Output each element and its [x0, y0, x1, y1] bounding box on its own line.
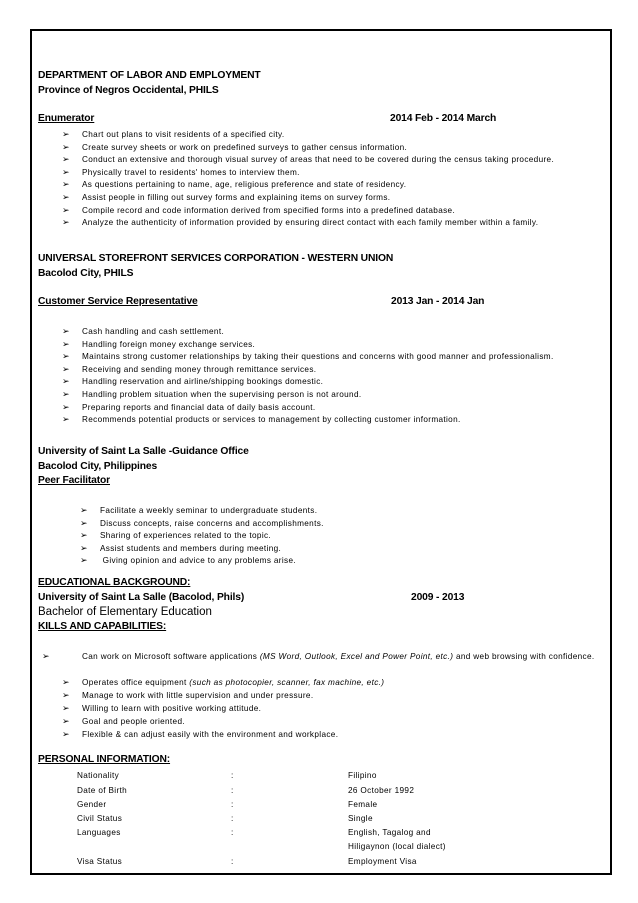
- bullet-text: Create survey sheets or work on predefined surveys to gather census information.: [82, 142, 408, 152]
- skill-item: [62, 703, 261, 714]
- personal-heading: PERSONAL INFORMATION:: [38, 754, 171, 765]
- arrow-bullet-icon: ➢: [62, 376, 70, 387]
- wu-duty-item: [62, 414, 461, 425]
- arrow-bullet-icon: ➢: [62, 389, 70, 399]
- wu-job-title: Customer Service Representative: [38, 296, 198, 307]
- skill-text: Goal and people oriented.: [82, 717, 185, 726]
- skills-heading: KILLS AND CAPABILITIES:: [38, 621, 167, 632]
- labor-org: DEPARTMENT OF LABOR AND EMPLOYMENT: [38, 70, 261, 81]
- skill-text: Operates office equipment: [82, 678, 190, 687]
- arrow-bullet-icon: ➢: [62, 716, 70, 726]
- personal-value: 26 October 1992: [348, 786, 415, 795]
- labor-duty-item: [62, 167, 300, 178]
- bullet-text: Handling problem situation when the supervising person is not around.: [82, 390, 362, 399]
- labor-duty-item: [62, 192, 390, 203]
- labor-duty-item: [62, 154, 554, 165]
- skill-item: [62, 677, 384, 688]
- wu-duty-item: [62, 326, 224, 337]
- education-dates: 2009 - 2013: [411, 592, 465, 603]
- labor-duty-item: [62, 205, 455, 216]
- skill-item: [42, 650, 612, 663]
- bullet-text: Assist people in filling out survey forms and explaining items on survey forms.: [82, 193, 391, 202]
- personal-separator: :: [231, 828, 234, 837]
- arrow-bullet-icon: ➢: [62, 192, 70, 202]
- personal-label: Languages: [77, 828, 121, 837]
- arrow-bullet-icon: ➢: [42, 651, 50, 661]
- bullet-text: Physically travel to residents' homes to interview them.: [82, 167, 300, 177]
- bullet-text: Maintains strong customer relationships by taking their questions and concerns with good manner and professionalism.: [82, 352, 554, 362]
- usls-duty-item: [80, 555, 296, 566]
- personal-separator: :: [231, 800, 234, 809]
- arrow-bullet-icon: ➢: [62, 690, 70, 700]
- skill-text: Flexible & can adjust easily with the environment and workplace.: [82, 730, 339, 739]
- personal-value: Single: [348, 814, 373, 823]
- arrow-bullet-icon: ➢: [62, 204, 70, 215]
- skill-text: Can work on Microsoft software applications: [82, 652, 260, 661]
- personal-label: Civil Status: [77, 814, 123, 823]
- usls-duty-item: [80, 505, 317, 516]
- labor-dates: 2014 Feb - 2014 March: [390, 113, 497, 124]
- personal-value: Hiligaynon (local dialect): [348, 842, 446, 851]
- arrow-bullet-icon: ➢: [62, 217, 70, 228]
- wu-duty-item: [62, 376, 323, 387]
- arrow-bullet-icon: ➢: [62, 677, 70, 687]
- bullet-text: Handling reservation and airline/shipping bookings domestic.: [82, 377, 324, 387]
- arrow-bullet-icon: ➢: [80, 555, 88, 566]
- wu-location: Bacolod City, PHILS: [38, 268, 134, 279]
- usls-location: Bacolod City, Philippines: [38, 461, 158, 472]
- wu-duty-item: [62, 389, 361, 400]
- personal-value: Female: [348, 800, 378, 809]
- skill-text-tail: and web browsing with confidence.: [453, 652, 595, 661]
- labor-duty-item: [62, 129, 285, 140]
- bullet-text: Recommends potential products or services to management by collecting customer information.: [82, 415, 461, 425]
- bullet-text: Compile record and code information derived from specified forms into a predefined database.: [82, 205, 456, 215]
- personal-label: Visa Status: [77, 857, 123, 866]
- wu-duty-item: [62, 339, 255, 350]
- bullet-text: As questions pertaining to name, age, religious preference and state of residency.: [82, 180, 407, 190]
- bullet-text: Assist students and members during meeting.: [100, 543, 282, 553]
- skill-text: Willing to learn with positive working attitude.: [82, 704, 262, 713]
- arrow-bullet-icon: ➢: [80, 530, 88, 541]
- usls-duty-item: [80, 543, 281, 554]
- bullet-text: Receiving and sending money through remittance services.: [82, 364, 317, 374]
- bullet-text: Conduct an extensive and thorough visual survey of areas that need to be covered during the census taking procedure.: [82, 155, 555, 165]
- arrow-bullet-icon: ➢: [80, 542, 88, 553]
- bullet-text: Cash handling and cash settlement.: [82, 327, 225, 336]
- personal-value: Employment Visa: [348, 857, 417, 866]
- bullet-text: Discuss concepts, raise concerns and accomplishments.: [100, 518, 324, 528]
- usls-job-title: Peer Facilitator: [38, 475, 110, 486]
- arrow-bullet-icon: ➢: [62, 401, 70, 412]
- personal-separator: :: [231, 814, 234, 823]
- bullet-text: Chart out plans to visit residents of a specified city.: [82, 130, 285, 139]
- skill-item: [62, 729, 338, 740]
- usls-duty-item: [80, 518, 324, 529]
- arrow-bullet-icon: ➢: [80, 505, 88, 515]
- bullet-text: Handling foreign money exchange services.: [82, 339, 256, 349]
- wu-dates: 2013 Jan - 2014 Jan: [391, 296, 485, 307]
- labor-duty-item: [62, 142, 407, 153]
- usls-org: University of Saint La Salle -Guidance Office: [38, 446, 249, 457]
- bullet-text: Facilitate a weekly seminar to undergraduate students.: [100, 506, 318, 515]
- arrow-bullet-icon: ➢: [62, 703, 70, 713]
- wu-duty-item: [62, 351, 554, 362]
- skill-item: [62, 690, 313, 701]
- skill-item: [62, 716, 185, 727]
- education-degree: Bachelor of Elementary Education: [38, 606, 212, 618]
- arrow-bullet-icon: ➢: [62, 351, 70, 362]
- wu-duty-item: [62, 402, 316, 413]
- labor-location: Province of Negros Occidental, PHILS: [38, 85, 219, 96]
- bullet-text: Analyze the authenticity of information provided by ensuring direct contact with each family member within a family.: [82, 218, 539, 228]
- bullet-text: Giving opinion and advice to any problems arise.: [100, 556, 297, 566]
- personal-value: English, Tagalog and: [348, 828, 431, 837]
- arrow-bullet-icon: ➢: [62, 414, 70, 425]
- education-school: University of Saint La Salle (Bacolod, Phils): [38, 592, 245, 603]
- labor-job-title: Enumerator: [38, 113, 95, 124]
- labor-duty-item: [62, 179, 406, 190]
- labor-duty-item: [62, 217, 538, 228]
- arrow-bullet-icon: ➢: [62, 129, 70, 139]
- personal-label: Nationality: [77, 771, 120, 780]
- bullet-text: Preparing reports and financial data of daily basis account.: [82, 402, 316, 412]
- education-heading: EDUCATIONAL BACKGROUND:: [38, 577, 191, 588]
- arrow-bullet-icon: ➢: [62, 141, 70, 152]
- skill-text: Manage to work with little supervision and under pressure.: [82, 691, 314, 700]
- arrow-bullet-icon: ➢: [62, 166, 70, 177]
- arrow-bullet-icon: ➢: [62, 363, 70, 374]
- arrow-bullet-icon: ➢: [62, 326, 70, 336]
- skill-examples: (such as photocopier, scanner, fax machine, etc.): [189, 678, 385, 687]
- arrow-bullet-icon: ➢: [62, 154, 70, 165]
- skill-examples: (MS Word, Outlook, Excel and Power Point, etc.): [259, 652, 454, 661]
- bullet-text: Sharing of experiences related to the topic.: [100, 531, 272, 541]
- personal-label: Date of Birth: [77, 786, 128, 795]
- arrow-bullet-icon: ➢: [80, 517, 88, 528]
- arrow-bullet-icon: ➢: [62, 179, 70, 190]
- wu-org: UNIVERSAL STOREFRONT SERVICES CORPORATION - WESTERN UNION: [38, 253, 394, 264]
- personal-separator: :: [231, 857, 234, 866]
- arrow-bullet-icon: ➢: [62, 729, 70, 739]
- personal-separator: :: [231, 771, 234, 780]
- usls-duty-item: [80, 530, 271, 541]
- arrow-bullet-icon: ➢: [62, 338, 70, 349]
- personal-separator: :: [231, 786, 234, 795]
- wu-duty-item: [62, 364, 316, 375]
- personal-label: Gender: [77, 800, 107, 809]
- personal-value: Filipino: [348, 771, 377, 780]
